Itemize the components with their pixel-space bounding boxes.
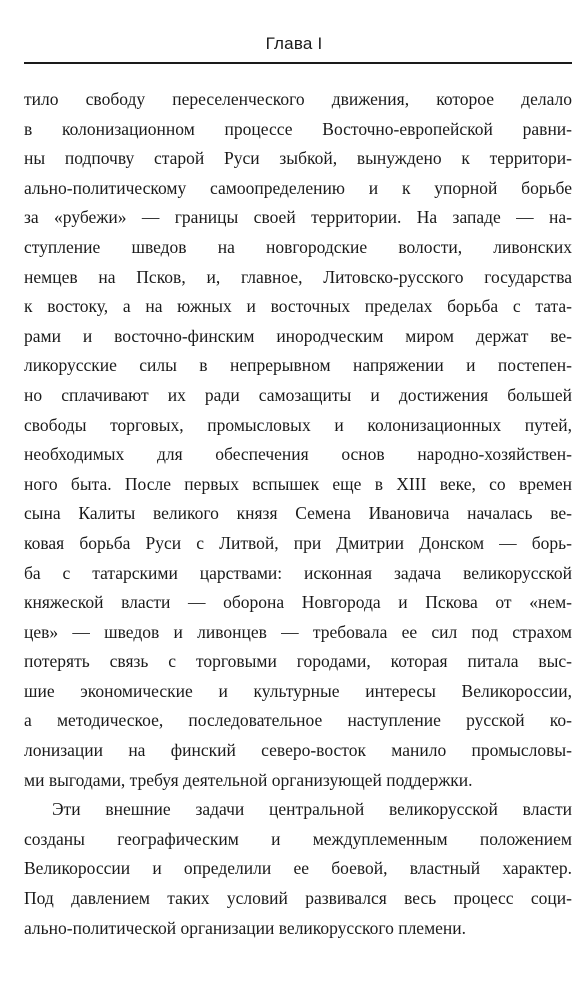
header-rule — [24, 62, 572, 64]
text-line: ликорусские силы в непрерывном напряжении и постепен- — [24, 355, 572, 376]
text-line: ба с татарскими царствами: исконная задача великорусской — [24, 562, 572, 583]
text-line: ально-политической организации великорусского племени. — [24, 917, 467, 938]
text-line: сына Калиты великого князя Семена Ивановича началась ве- — [24, 503, 572, 524]
paragraph-1 — [24, 85, 572, 795]
text-line: тило свободу переселенческого движения, которое делало — [24, 89, 572, 109]
text-line: немцев на Псков, и, главное, Литовско-русского государства — [24, 266, 572, 287]
text-line: к востоку, а на южных и восточных пределах борьба с тата- — [24, 296, 572, 317]
text-line: созданы географическим и междуплеменным положением — [24, 828, 572, 849]
paragraph-2 — [24, 795, 572, 943]
text-line: ально-политическому самоопределению и к упорной борьбе — [24, 177, 572, 198]
text-line: а методическое, последовательное наступление русской ко- — [24, 710, 572, 731]
text-line: в колонизационном процессе Восточно-европейской равни- — [24, 118, 572, 139]
text-line: потерять связь с торговыми городами, которая питала выс- — [24, 651, 572, 672]
text-line: рами и восточно-финским инородческим миром держат ве- — [24, 325, 572, 346]
text-line: ми выгодами, требуя деятельной организующей поддержки. — [24, 769, 473, 790]
text-line: княжеской власти — оборона Новгорода и Пскова от «нем- — [24, 592, 572, 613]
text-line: но сплачивают их ради самозащиты и достижения большей — [24, 384, 572, 405]
text-line: Великороссии и определили ее боевой, властный характер. — [24, 858, 572, 879]
text-line: цев» — шведов и ливонцев — требовала ее сил под страхом — [24, 621, 572, 642]
text-line: ковая борьба Руси с Литвой, при Дмитрии Донском — борь- — [24, 532, 572, 553]
text-line: шие экономические и культурные интересы Великороссии, — [24, 680, 572, 701]
text-line: лонизации на финский северо-восток манило промысловы- — [24, 740, 572, 761]
body-text — [24, 85, 572, 943]
text-line: необходимых для обеспечения основ народно-хозяйствен- — [24, 444, 572, 465]
text-line: за «рубежи» — границы своей территории. На западе — на- — [24, 207, 572, 228]
running-head-chapter: Глава I — [265, 34, 323, 53]
text-line: ны подпочву старой Руси зыбкой, вынуждено к территори- — [24, 148, 572, 169]
text-line: ступление шведов на новгородские волости, ливонских — [24, 236, 572, 257]
text-line: Под давлением таких условий развивался весь процесс соци- — [24, 888, 572, 909]
text-line: ного быта. После первых вспышек еще в XIII веке, со времен — [24, 473, 572, 494]
text-line: свободы торговых, промысловых и колонизационных путей, — [24, 414, 572, 435]
text-line: Эти внешние задачи центральной великорусской власти — [52, 799, 572, 820]
